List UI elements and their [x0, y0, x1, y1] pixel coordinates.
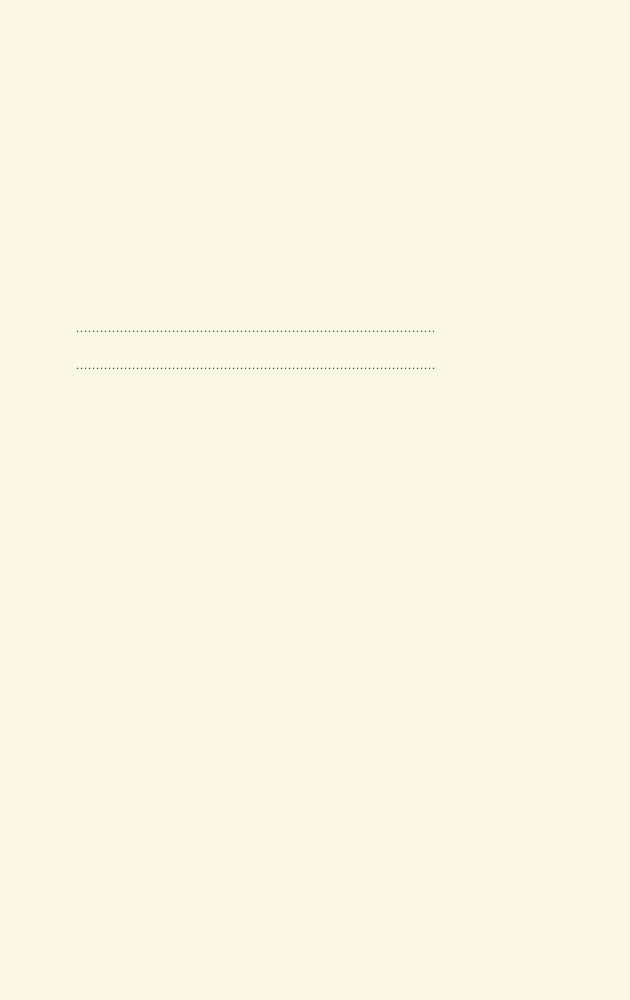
toc-entry-intro: .......................................................................................... [76, 321, 436, 335]
toc-entry-part: .......................................................................................... [76, 358, 436, 372]
